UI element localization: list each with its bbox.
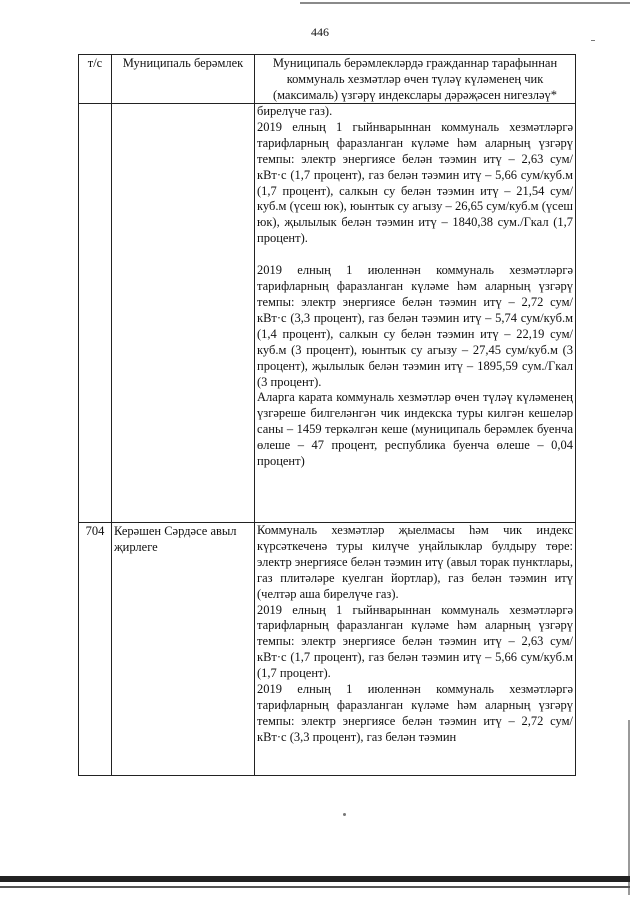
paragraph: Аларга карата коммуналь хезмәтләр өчен түләү күләменең үзгәреше билгеләнгән чик индекска туры килгән кешеләр саны – 1459 теркәлгән кеше (муниципаль берәмлек буенча өлеше – 47 процент, республика буенча өлеше – 0,04 процент) xyxy=(257,390,573,469)
paragraph-gap xyxy=(257,247,573,263)
scan-edge-bottom xyxy=(0,886,630,888)
header-index: Муниципаль берәмлекләрдә гражданнар тарафыннан коммуналь хезмәтләр өчен түләү күләменең чик (максималь) үзгәрү индекслары дәрәҗәсен нигезләү* xyxy=(255,55,576,104)
header-no: т/с xyxy=(79,55,112,104)
paragraph: 2019 елның 1 июленнән коммуналь хезмәтләргә тарифларның фаразланган күләме һәм аларның үзгәрү темпы: электр энергиясе белән тәэмин итү – 2,72 сум/кВт·с (3,3 процент), газ белән тәэмин xyxy=(257,682,573,744)
row-content xyxy=(255,523,576,776)
paragraph: 2019 елның 1 июленнән коммуналь хезмәтләргә тарифларның фаразланган күләме һәм аларның үзгәрү темпы: электр энергиясе белән тәэмин итү – 2,72 сум/кВт·с (3,3 процент), газ белән тәэмин итү – 5,74 сум/куб.м (1,4 процент), салкын су белән тәэмин итү – 22,19 сум/куб.м (3 процент), юынтык су агызу – 27,45 сум/куб.м (3 процент), җылылык белән тәэмин итү – 1895,59 сум./Гкал (3 процент). xyxy=(257,263,573,389)
scan-mark xyxy=(591,40,595,41)
row-content xyxy=(255,104,576,523)
row-municipality: Керәшен Сәрдәсе авыл җирлеге xyxy=(112,523,255,776)
header-municipality: Муниципаль берәмлек xyxy=(112,55,255,104)
paragraph: Коммуналь хезмәтләр җыелмасы һәм чик индекс күрсәткеченә туры килүче уңайлыклар булдыру төре: электр энергиясе белән тәэмин итү (авыл торак пунктлары, газ плитәләре куелган йортлар), газ белән тәэмин итү (челтәр аша бирелүче газ). xyxy=(257,523,573,601)
row-number xyxy=(79,104,112,523)
table-row xyxy=(79,104,576,523)
paragraph: 2019 елның 1 гыйнварыннан коммуналь хезмәтләргә тарифларның фаразланган күләме һәм аларның үзгәрү темпы: электр энергиясе белән тәэмин итү – 2,63 сум/кВт·с (1,7 процент), газ белән тәэмин итү – 5,66 сум/куб.м (1,7 процент), салкын су белән тәэмин итү – 21,54 сум/куб.м (үсеш юк), юынтык су агызу – 26,65 сум/куб.м (үсеш юк), җылылык белән тәэмин итү – 1840,38 сум./Гкал (1,7 процент). xyxy=(257,119,573,246)
scan-edge-top xyxy=(300,2,630,4)
header-row xyxy=(79,55,576,104)
scan-edge-bottom xyxy=(0,876,630,882)
row-number: 704 xyxy=(79,523,112,776)
table-row xyxy=(79,523,576,776)
scan-edge-right xyxy=(628,720,630,895)
scan-mark xyxy=(343,813,346,816)
page-number: 446 xyxy=(311,25,329,39)
paragraph: бирелүче газ). xyxy=(257,104,333,118)
tariff-table xyxy=(78,54,576,776)
paragraph: 2019 елның 1 гыйнварыннан коммуналь хезмәтләргә тарифларның фаразланган күләме һәм аларның үзгәрү темпы: электр энергиясе белән тәэмин итү – 2,63 сум/кВт·с (1,7 процент), газ белән тәэмин итү – 5,66 сум/куб.м (1,7 процент). xyxy=(257,602,573,681)
row-municipality xyxy=(112,104,255,523)
